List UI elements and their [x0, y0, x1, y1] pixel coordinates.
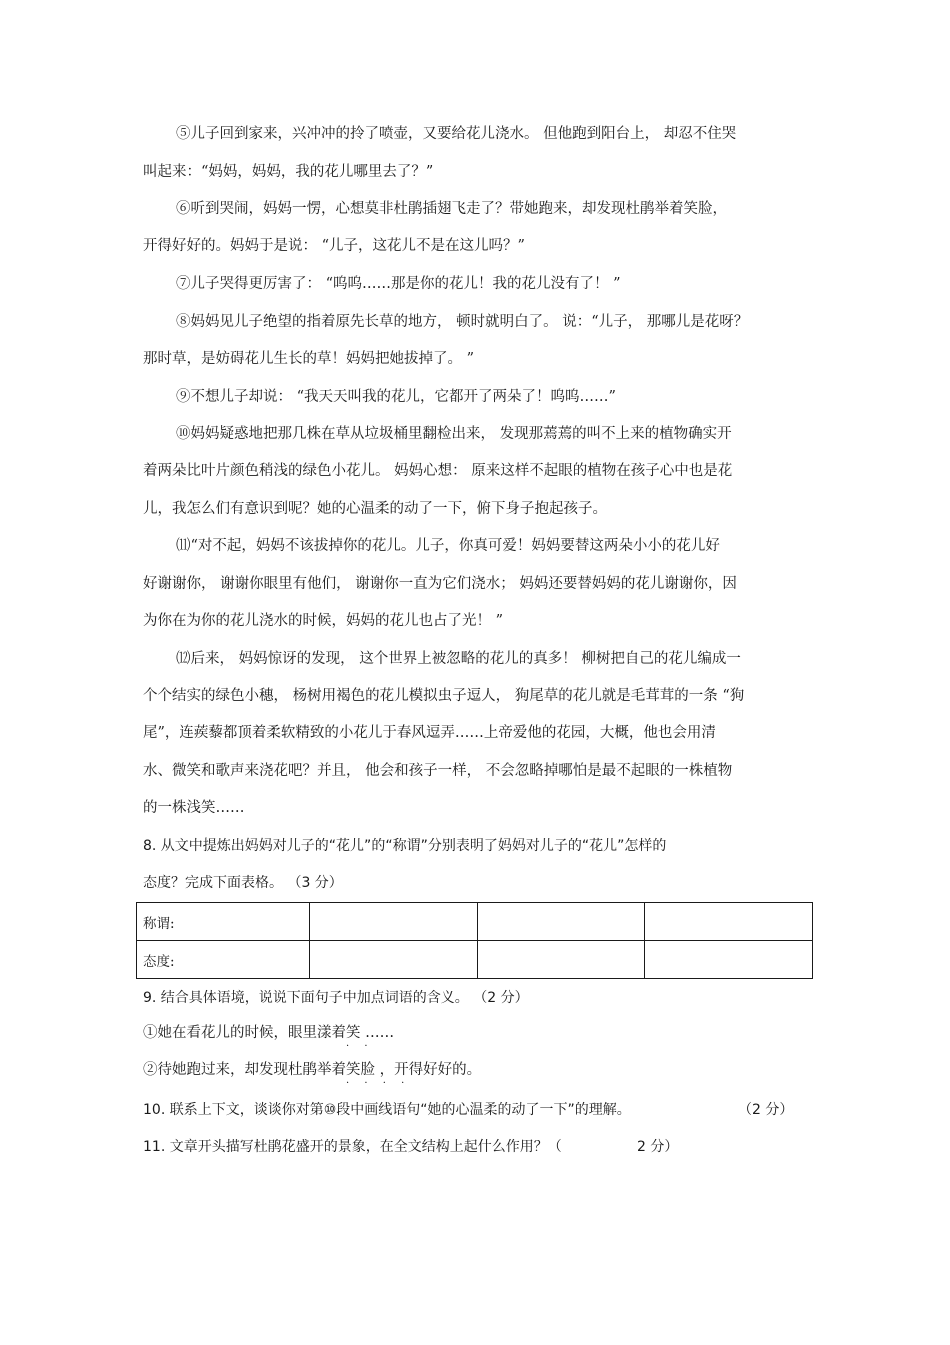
- sentence-text: ①她在看花儿的时候，眼里漾着: [143, 1025, 346, 1041]
- paragraph-6-line-2: 开得好好的。妈妈于是说： “儿子，这花儿不是在这儿吗？”: [143, 238, 525, 254]
- paragraph-8-line-2: 那时草，是妨碍花儿生长的草！妈妈把她拔掉了。 ”: [143, 351, 475, 367]
- table-cell-blank[interactable]: [645, 903, 813, 941]
- question-11: 11. 文章开头描写杜鹃花盛开的景象，在全文结构上起什么作用？（: [143, 1139, 562, 1155]
- paragraph-8-line-1: ⑧妈妈见儿子绝望的指着原先长草的地方， 顿时就明白了。 说：“儿子， 那哪儿是花呀？: [176, 314, 749, 330]
- question-10-score: （2 分）: [738, 1102, 794, 1118]
- table-cell-blank[interactable]: [477, 941, 645, 979]
- paragraph-12-line-3: 尾”，连蒺藜都顶着柔软精致的小花儿于春风逗弄……上帝爱他的花园，大概，他也会用清: [143, 725, 716, 741]
- paragraph-7-line-1: ⑦儿子哭得更厉害了： “呜呜……那是你的花儿！我的花儿没有了！ ”: [176, 276, 621, 292]
- emphasized-word: [346, 1060, 411, 1089]
- paragraph-12-line-4: 水、微笑和歌声来浇花吧？并且， 他会和孩子一样， 不会忽略掉哪怕是最不起眼的一株植物: [143, 763, 733, 779]
- paragraph-10-line-3: 儿，我怎么们有意识到呢？她的心温柔的动了一下，俯下身子抱起孩子。: [143, 501, 607, 517]
- table-cell-blank[interactable]: [645, 941, 813, 979]
- paragraph-10-line-1: ⑩妈妈疑惑地把那几株在草从垃圾桶里翻检出来， 发现那蔫蔫的叫不上来的植物确实开: [176, 426, 732, 442]
- emphasis-dots: · ·: [346, 1041, 374, 1052]
- sentence-text: ……: [360, 1025, 395, 1041]
- table-row: [137, 903, 813, 941]
- sentence-text: ②待她跑过来，却发现杜鹃举着: [143, 1062, 346, 1078]
- emphasis-dots: · · · ·: [346, 1078, 411, 1089]
- paragraph-6-line-1: ⑥听到哭闹，妈妈一愣，心想莫非杜鹃插翅飞走了？带她跑来，却发现杜鹃举着笑脸，: [176, 201, 727, 217]
- paragraph-9-line-1: ⑨不想儿子却说： “我天天叫我的花儿，它都开了两朵了！呜呜……”: [176, 389, 616, 405]
- paragraph-11-line-2: 好谢谢你， 谢谢你眼里有他们， 谢谢你一直为它们浇水； 妈妈还要替妈妈的花儿谢谢你，因: [143, 576, 737, 592]
- question-9-line-1: 9. 结合具体语境，说说下面句子中加点词语的含义。 （2 分）: [143, 990, 529, 1006]
- sentence-text: ，开得好好的。: [375, 1062, 482, 1078]
- question-9-sentence-1: [143, 1023, 395, 1052]
- answer-table: [136, 902, 813, 979]
- paragraph-12-line-1: ⑿后来， 妈妈惊讶的发现， 这个世界上被忽略的花儿的真多！ 柳树把自己的花儿编成一: [176, 651, 741, 667]
- paragraph-5-line-2: 叫起来：“妈妈，妈妈，我的花儿哪里去了？”: [143, 164, 434, 180]
- paragraph-12-line-2: 个个结实的绿色小穗， 杨树用褐色的花儿模拟虫子逗人， 狗尾草的花儿就是毛茸茸的一条 “狗: [143, 688, 745, 704]
- table-row: [137, 941, 813, 979]
- emphasized-word: [346, 1023, 374, 1052]
- question-10: 10. 联系上下文，谈谈你对第⑩段中画线语句“她的心温柔的动了一下”的理解。: [143, 1102, 631, 1118]
- paragraph-12-line-5: 的一株浅笑……: [143, 800, 245, 816]
- table-cell-blank[interactable]: [310, 903, 478, 941]
- question-9-sentence-2: [143, 1060, 482, 1089]
- table-cell-blank[interactable]: [477, 903, 645, 941]
- table-cell-label: 态度:: [137, 941, 310, 979]
- paragraph-11-line-3: 为你在为你的花儿浇水的时候，妈妈的花儿也占了光！ ”: [143, 613, 504, 629]
- question-8-line-2: 态度？完成下面表格。 （3 分）: [143, 875, 343, 891]
- emphasized-word-text: 笑: [346, 1025, 361, 1041]
- paragraph-11-line-1: ⑾“对不起，妈妈不该拔掉你的花儿。儿子，你真可爱！妈妈要替这两朵小小的花儿好: [176, 538, 720, 554]
- paragraph-10-line-2: 着两朵比叶片颜色稍浅的绿色小花儿。 妈妈心想： 原来这样不起眼的植物在孩子心中也是花: [143, 463, 733, 479]
- table-cell-blank[interactable]: [310, 941, 478, 979]
- paragraph-5-line-1: ⑤儿子回到家来，兴冲冲的拎了喷壶，又要给花儿浇水。 但他跑到阳台上， 却忍不住哭: [176, 126, 737, 142]
- question-8-line-1: 8. 从文中提炼出妈妈对儿子的“花儿”的“称谓”分别表明了妈妈对儿子的“花儿”怎样的: [143, 838, 667, 854]
- table-cell-label: 称谓:: [137, 903, 310, 941]
- question-11-score: 2 分）: [637, 1139, 679, 1155]
- emphasized-word-text: 笑脸: [346, 1062, 375, 1078]
